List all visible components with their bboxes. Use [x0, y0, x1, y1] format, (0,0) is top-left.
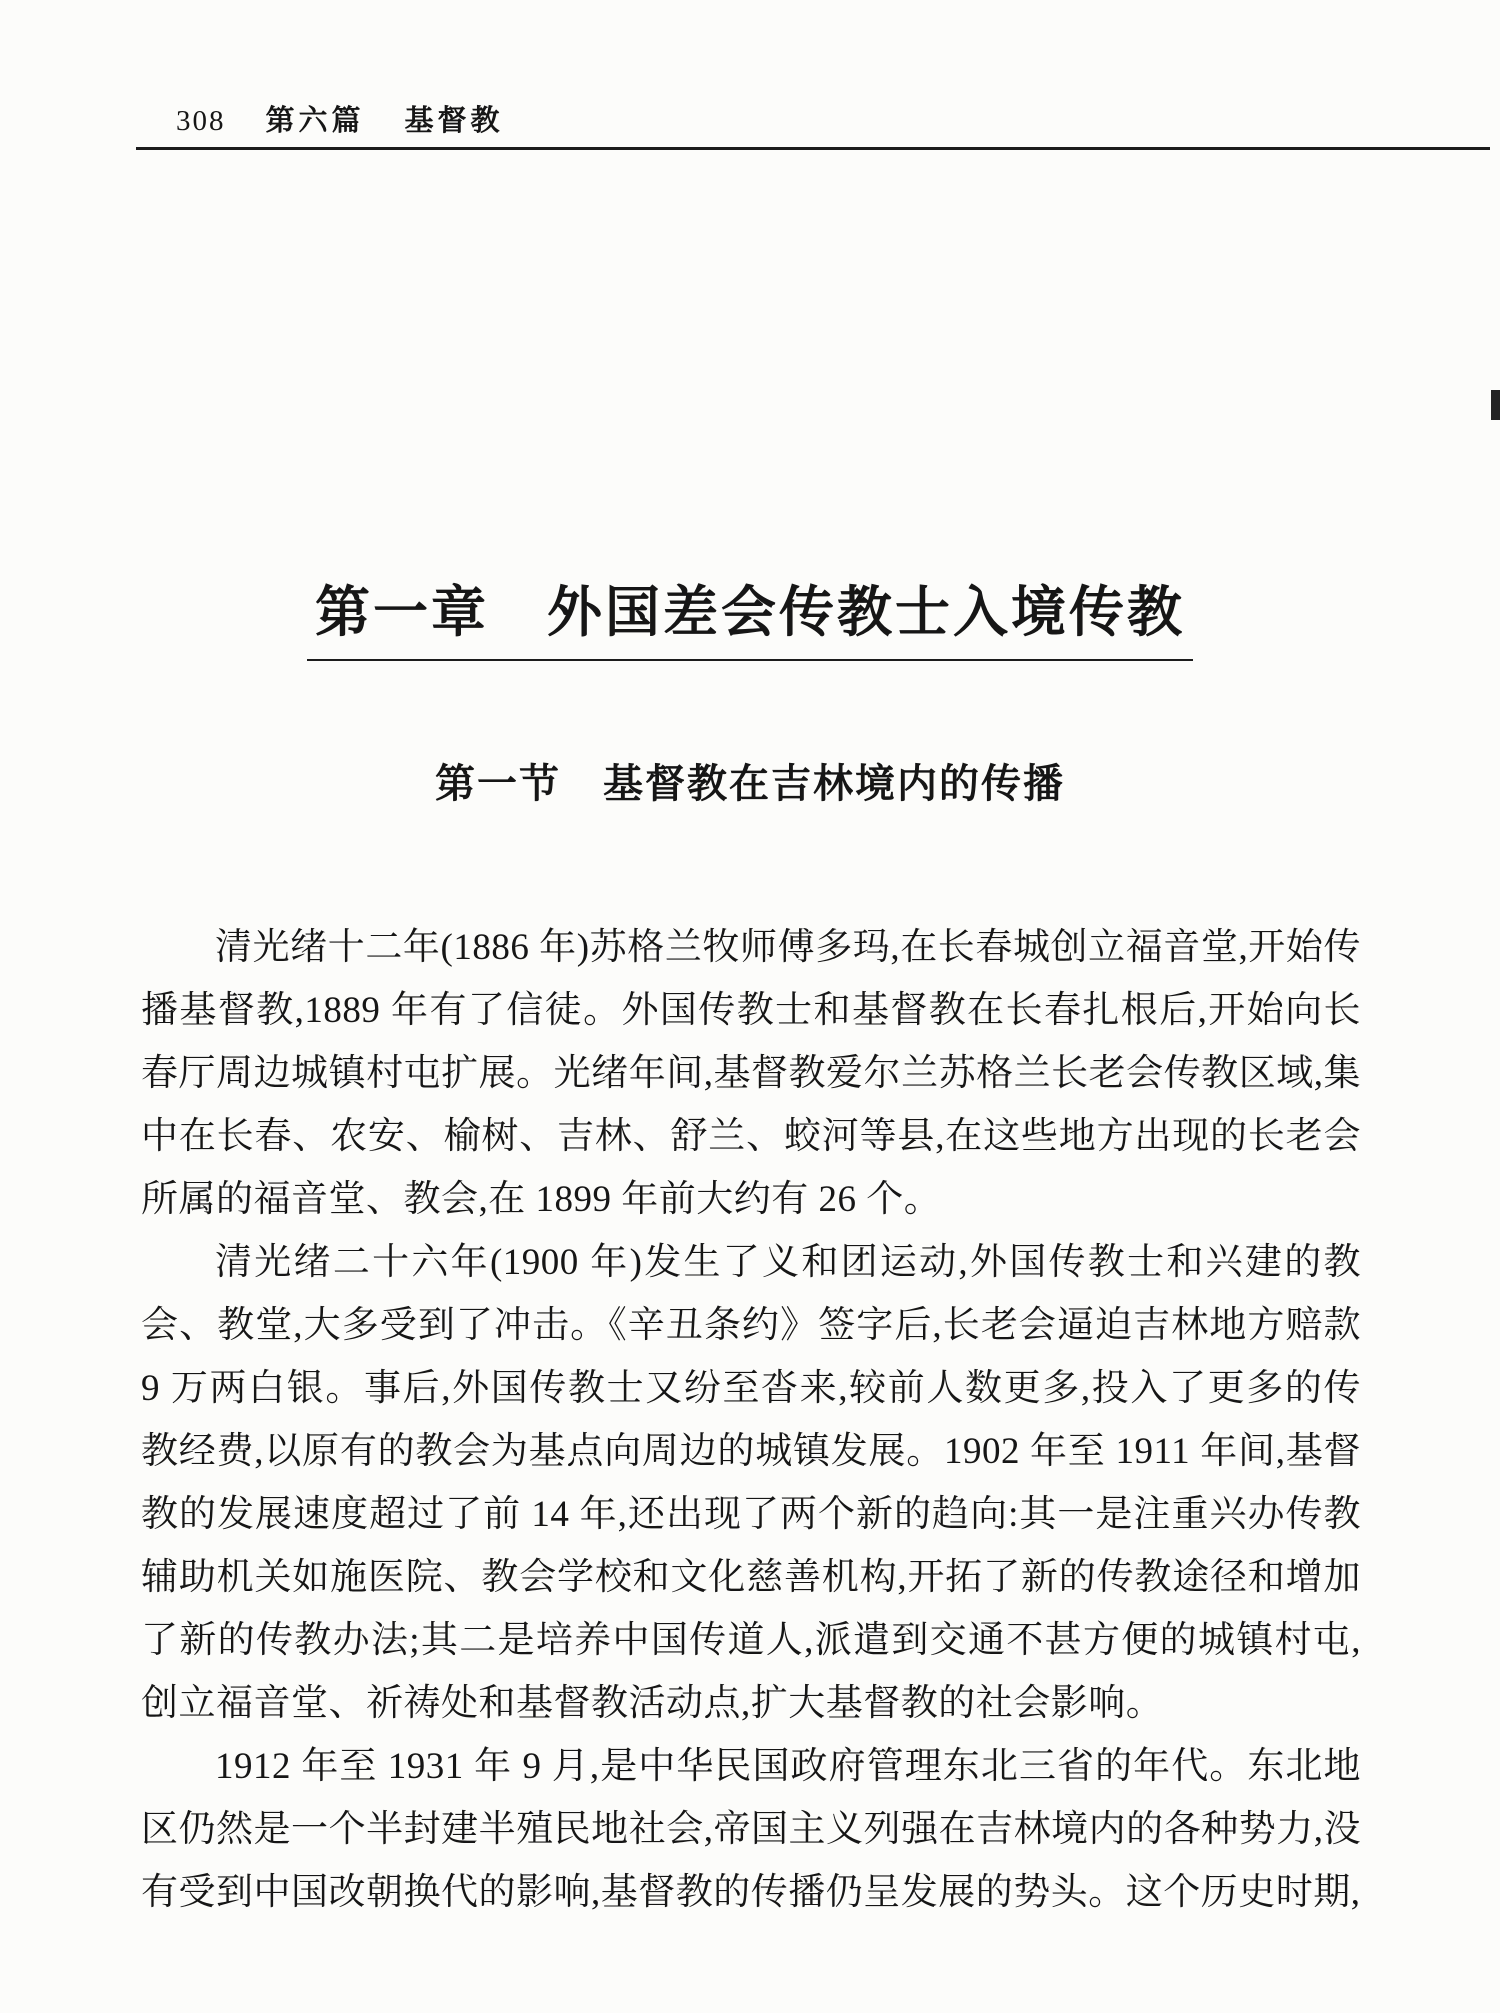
- page-number: 308: [176, 105, 226, 137]
- body-paragraph-3: 1912 年至 1931 年 9 月,是中华民国政府管理东北三省的年代。东北地区仍然是一个半封建半殖民地社会,帝国主义列强在吉林境内的各种势力,没有受到中国改朝换代的影响,基督教的传播仍呈发展的势头。这个历史时期,: [141, 1746, 1361, 1913]
- header-part-title: 基督教: [404, 105, 504, 137]
- body-text: [141, 916, 1361, 1924]
- chapter-title: [0, 568, 1500, 661]
- header-rule: [136, 147, 1490, 150]
- section-title: 第一节 基督教在吉林境内的传播: [435, 761, 1065, 806]
- body-paragraph-1: 清光绪十二年(1886 年)苏格兰牧师傅多玛,在长春城创立福音堂,开始传播基督教,1889 年有了信徒。外国传教士和基督教在长春扎根后,开始向长春厅周边城镇村屯扩展。光绪年间,基督教爱尔兰苏格兰长老会传教区域,集中在长春、农安、榆树、吉林、舒兰、蛟河等县,在这些地方出现的长老会所属的福音堂、教会,在 1899 年前大约有 26 个。: [141, 927, 1361, 1220]
- scan-artifact-mark: [1491, 390, 1500, 420]
- header-part-label: 第六篇: [265, 105, 365, 137]
- running-header: [176, 98, 504, 139]
- body-paragraph-2: 清光绪二十六年(1900 年)发生了义和团运动,外国传教士和兴建的教会、教堂,大多受到了冲击。《辛丑条约》签字后,长老会逼迫吉林地方赔款 9 万两白银。事后,外国传教士又纷至沓来,较前人数更多,投入了更多的传教经费,以原有的教会为基点向周边的城镇发展。1902 年至 1911 年间,基督教的发展速度超过了前 14 年,还出现了两个新的趋向:其一是注重兴办传教辅助机关如施医院、教会学校和文化慈善机构,开拓了新的传教途径和增加了新的传教办法;其二是培养中国传道人,派遣到交通不甚方便的城镇村屯,创立福音堂、祈祷处和基督教活动点,扩大基督教的社会影响。: [141, 1242, 1361, 1724]
- chapter-title-text: 第一章 外国差会传教士入境传教: [307, 568, 1193, 661]
